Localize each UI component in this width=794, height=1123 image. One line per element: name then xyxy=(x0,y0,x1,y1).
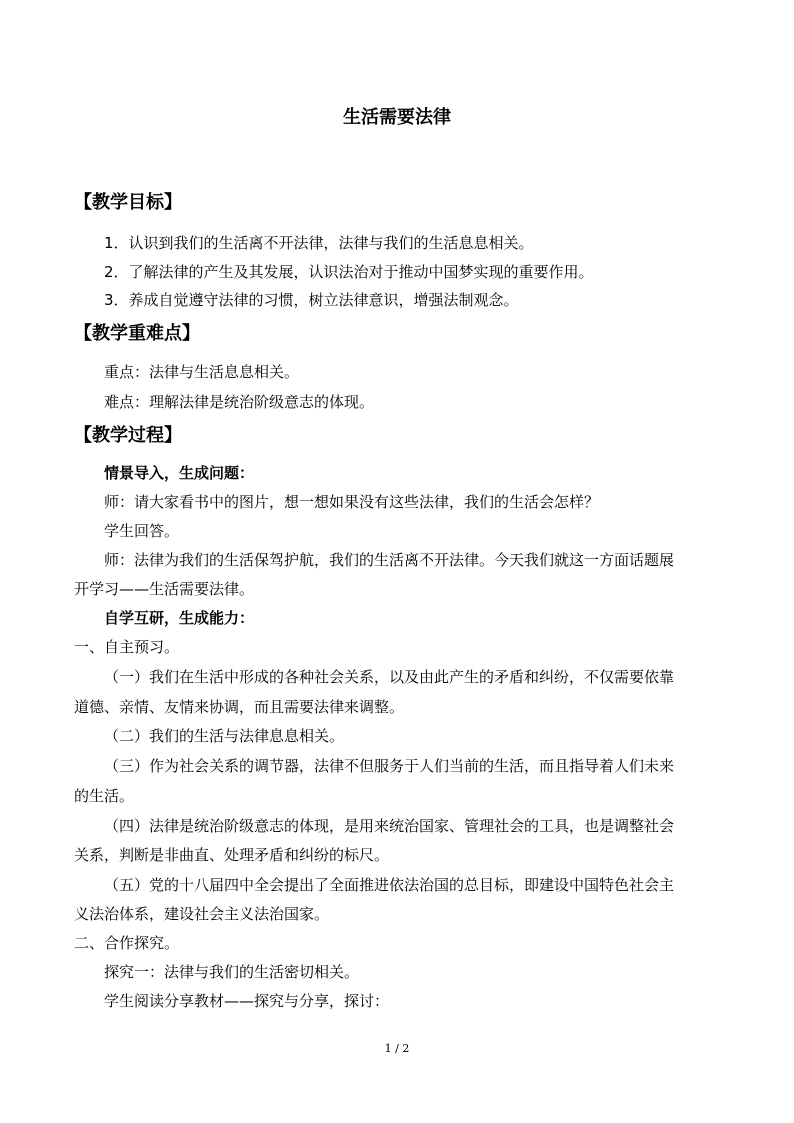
part-heading: 一、自主预习。 xyxy=(74,638,180,656)
paragraph: 义法治体系，建设社会主义法治国家。 xyxy=(74,905,330,923)
paragraph: 的生活。 xyxy=(74,787,135,805)
paragraph: 学生阅读分享教材——探究与分享，探讨： xyxy=(104,992,390,1010)
paragraph: （五）党的十八届四中全会提出了全面推进依法治国的总目标，即建设中国特色社会主 xyxy=(104,876,675,894)
subheading-intro: 情景导入，生成问题： xyxy=(104,464,255,482)
page-number: 1 / 2 xyxy=(384,1042,410,1055)
goal-item: 1．认识到我们的生活离不开法律，法律与我们的生活息息相关。 xyxy=(104,234,534,252)
subheading-study: 自学互研，生成能力： xyxy=(104,609,255,627)
section-heading-goals: 【教学目标】 xyxy=(74,192,182,213)
section-heading-keypoints: 【教学重难点】 xyxy=(74,323,200,344)
keypoint-difficulty: 难点：理解法律是统治阶级意志的体现。 xyxy=(104,393,375,411)
paragraph: 师：请大家看书中的图片，想一想如果没有这些法律，我们的生活会怎样？ xyxy=(104,493,600,511)
paragraph: 师：法律为我们的生活保驾护航，我们的生活离不开法律。今天我们就这一方面话题展 xyxy=(104,551,675,569)
section-heading-process: 【教学过程】 xyxy=(74,425,182,446)
goal-item: 3．养成自觉遵守法律的习惯，树立法律意识，增强法制观念。 xyxy=(104,291,519,309)
keypoint-focus: 重点：法律与生活息息相关。 xyxy=(104,363,300,381)
paragraph: 关系，判断是非曲直、处理矛盾和纠纷的标尺。 xyxy=(74,846,390,864)
paragraph: 开学习——生活需要法律。 xyxy=(74,580,255,598)
paragraph: （一）我们在生活中形成的各种社会关系，以及由此产生的矛盾和纠纷，不仅需要依靠 xyxy=(104,668,675,686)
paragraph: 道德、亲情、友情来协调，而且需要法律来调整。 xyxy=(74,698,405,716)
paragraph: 学生回答。 xyxy=(104,522,180,540)
paragraph: （三）作为社会关系的调节器，法律不但服务于人们当前的生活，而且指导着人们未来 xyxy=(104,757,675,775)
goal-item: 2．了解法律的产生及其发展，认识法治对于推动中国梦实现的重要作用。 xyxy=(104,263,594,281)
paragraph: 探究一：法律与我们的生活密切相关。 xyxy=(104,963,360,981)
paragraph: （四）法律是统治阶级意志的体现，是用来统治国家、管理社会的工具，也是调整社会 xyxy=(104,817,675,835)
part-heading: 二、合作探究。 xyxy=(74,934,180,952)
paragraph: （二）我们的生活与法律息息相关。 xyxy=(104,727,345,745)
document-title: 生活需要法律 xyxy=(343,107,451,128)
